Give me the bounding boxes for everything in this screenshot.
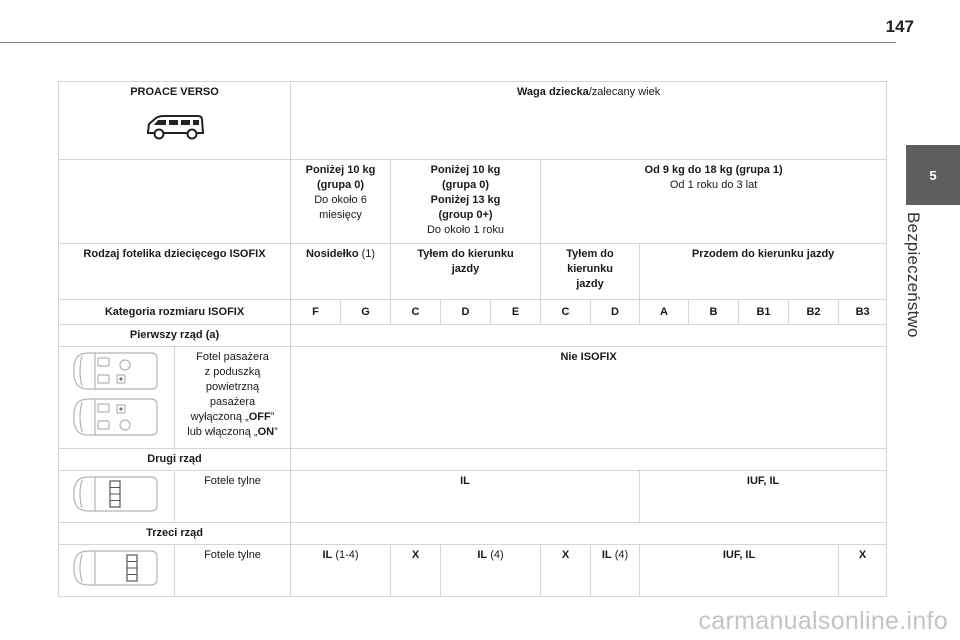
size-class-label: Kategoria rozmiaru ISOFIX [59,300,291,325]
group-0-cell [291,160,391,244]
group-0-line: Poniżej 10 kg [305,164,376,176]
isofix-value-cell [441,545,541,597]
rear-facing-line: kierunku [567,263,613,275]
third-row-diagram-cell [59,545,175,597]
airbag-on-label: ON [257,426,275,438]
size-class-cell: F [291,300,341,325]
empty-cell [291,449,887,471]
size-class-cell: E [491,300,541,325]
group-0plus-cell [391,160,541,244]
forward-facing-cell: Przodem do kierunku jazdy [640,244,887,300]
size-class-cell: B [689,300,739,325]
rear-facing-line: jazdy [451,263,480,275]
seat-desc-part: ” [274,426,278,438]
empty-cell [291,325,887,347]
chapter-tab[interactable]: 5 [906,145,960,205]
isofix-value-cell: IL [291,471,640,523]
non-isofix-cell: Nie ISOFIX [291,347,887,449]
isofix-value-cell: X [391,545,441,597]
group-0-line: Do około 6 [314,194,367,206]
group-1-line: Od 1 roku do 3 lat [669,179,758,191]
rear-facing-line: Tyłem do [566,248,614,260]
second-row-diagram-cell [59,471,175,523]
empty-cell [59,160,291,244]
isofix-value-cell [591,545,640,597]
header-rule [0,42,896,43]
third-row-seat-row [59,545,887,597]
second-row-seat-icon [65,473,169,515]
seat-desc-line: Fotel pasażera [196,351,269,363]
isofix-note: (4) [611,549,629,561]
chapter-title [903,212,929,342]
seat-desc-line: pasażera [209,396,256,408]
size-class-cell: A [640,300,689,325]
empty-cell [291,523,887,545]
seat-desc-line: powietrzną [205,381,260,393]
first-row-heading-row [59,325,887,347]
group-0-line: miesięcy [319,209,362,221]
isofix-value: IL [601,549,612,561]
first-row-seat-row [59,347,887,449]
rear-seats-label: Fotele tylne [175,471,291,523]
seat-desc-line [177,425,288,440]
model-cell [59,82,291,160]
group-0plus-line: Poniżej 13 kg [430,194,501,206]
third-row-seat-icon [65,547,169,589]
seat-desc-part: wyłączoną „ [190,411,249,423]
size-class-cell: C [541,300,591,325]
size-class-cell: B3 [839,300,887,325]
carrycot-note: (1) [358,248,376,260]
group-0plus-line: Poniżej 10 kg [430,164,501,176]
size-class-cell: B1 [739,300,789,325]
seat-desc-part: ” [270,411,275,423]
carrycot-label: Nosidełko [305,248,359,260]
isofix-value-cell: X [839,545,887,597]
weight-header-cell [291,82,887,160]
front-passenger-seat-cell [175,347,291,449]
weight-header-rest: /zalecany wiek [588,86,661,98]
size-class-cell: C [391,300,441,325]
size-class-row [59,300,887,325]
isofix-value-cell: IUF, IL [640,545,839,597]
model-name: PROACE VERSO [130,86,219,98]
seat-type-label: Rodzaj fotelika dziecięcego ISOFIX [59,244,291,300]
second-row-title: Drugi rząd [59,449,291,471]
airbag-off-label: OFF [248,411,271,423]
chapter-title-text: Bezpieczeństwo [904,212,923,338]
size-class-cell: B2 [789,300,839,325]
group-0plus-line: (group 0+) [438,209,493,221]
seat-desc-part: lub włączoną „ [187,426,258,438]
isofix-value: IL [322,549,333,561]
size-class-cell: G [341,300,391,325]
weight-groups-row [59,160,887,244]
group-0plus-line: Do około 1 roku [426,224,505,236]
front-seat-diagram-cell [59,347,175,449]
isofix-value: IL [477,549,488,561]
table-header-row [59,82,887,160]
group-1-line: Od 9 kg do 18 kg (grupa 1) [644,164,783,176]
isofix-note: (4) [487,549,504,561]
seat-type-row [59,244,887,300]
second-row-heading-row [59,449,887,471]
isofix-note: (1-4) [332,549,359,561]
second-row-seat-row [59,471,887,523]
isofix-table [58,81,887,597]
weight-header-bold: Waga dziecka [516,86,589,98]
page-number: 147 [885,17,914,36]
third-row-title: Trzeci rząd [59,523,291,545]
group-1-cell [541,160,887,244]
isofix-value-cell [291,545,391,597]
group-0-line: (grupa 0) [316,179,365,191]
rear-facing-cell [391,244,541,300]
rear-facing-line: jazdy [576,278,604,290]
front-passenger-seat-icon [65,349,169,441]
group-0plus-line: (grupa 0) [441,179,490,191]
first-row-title: Pierwszy rząd (a) [59,325,291,347]
carrycot-cell [291,244,391,300]
van-icon [61,112,288,142]
isofix-value-cell: X [541,545,591,597]
rear-facing-line: Tyłem do kierunku [417,248,514,260]
third-row-heading-row [59,523,887,545]
seat-desc-line: z poduszką [204,366,261,378]
watermark: carmanualsonline.info [698,607,948,635]
size-class-cell: D [591,300,640,325]
rear-facing-cell [541,244,640,300]
size-class-cell: D [441,300,491,325]
seat-desc-line [177,410,288,425]
rear-seats-label: Fotele tylne [175,545,291,597]
isofix-value-cell: IUF, IL [640,471,887,523]
